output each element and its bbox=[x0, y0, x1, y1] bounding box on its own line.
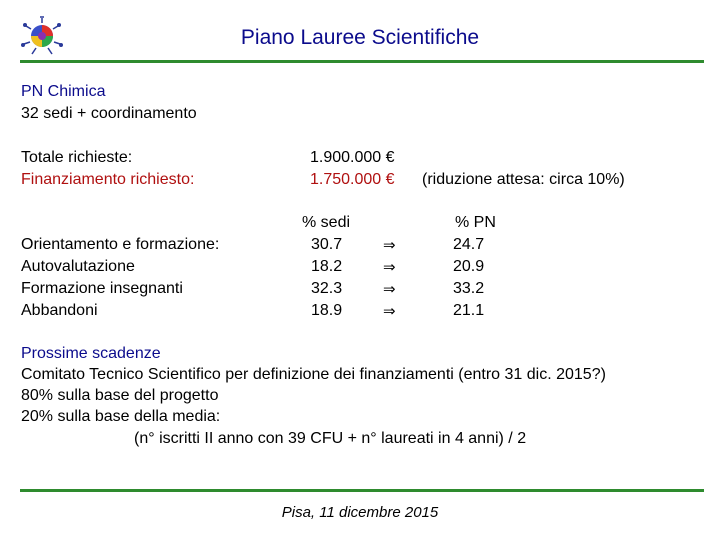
row-pn-value: 21.1 bbox=[453, 302, 485, 319]
row-sedi-value: 18.2 bbox=[311, 258, 343, 275]
reduction-note: (riduzione attesa: circa 10%) bbox=[422, 171, 625, 188]
row-label: Abbandoni bbox=[21, 302, 98, 319]
row-label: Formazione insegnanti bbox=[21, 280, 183, 297]
col-header-pn: % PN bbox=[455, 214, 496, 231]
deadline-line: 80% sulla base del progetto bbox=[21, 387, 219, 404]
section-subheading: 32 sedi + coordinamento bbox=[21, 105, 197, 122]
implies-arrow-icon: ⇒ bbox=[383, 280, 396, 298]
row-sedi-value: 32.3 bbox=[311, 280, 343, 297]
top-divider bbox=[20, 60, 704, 63]
col-header-sedi: % sedi bbox=[302, 214, 351, 231]
bottom-divider bbox=[20, 489, 704, 492]
deadline-formula: (n° iscritti II anno con 39 CFU + n° laureati in 4 anni) / 2 bbox=[134, 430, 527, 447]
footer-text: Pisa, 11 dicembre 2015 bbox=[281, 504, 439, 521]
requested-label: Finanziamento richiesto: bbox=[21, 171, 195, 188]
row-pn-value: 24.7 bbox=[453, 236, 485, 253]
implies-arrow-icon: ⇒ bbox=[383, 236, 396, 254]
row-label: Autovalutazione bbox=[21, 258, 135, 275]
deadline-line: Comitato Tecnico Scientifico per definizione dei finanziamenti (entro 31 dic. 2015?) bbox=[21, 366, 606, 383]
row-label: Orientamento e formazione: bbox=[21, 236, 220, 253]
row-pn-value: 33.2 bbox=[453, 280, 485, 297]
row-pn-value: 20.9 bbox=[453, 258, 485, 275]
section-heading: PN Chimica bbox=[21, 83, 106, 100]
deadline-line: 20% sulla base della media: bbox=[21, 408, 221, 425]
implies-arrow-icon: ⇒ bbox=[383, 302, 396, 320]
row-sedi-value: 18.9 bbox=[311, 302, 343, 319]
total-label: Totale richieste: bbox=[21, 149, 133, 166]
deadlines-heading: Prossime scadenze bbox=[21, 345, 161, 362]
total-value: 1.900.000 € bbox=[310, 149, 395, 166]
page-title: Piano Lauree Scientifiche bbox=[240, 26, 480, 49]
implies-arrow-icon: ⇒ bbox=[383, 258, 396, 276]
requested-value: 1.750.000 € bbox=[310, 171, 395, 188]
row-sedi-value: 30.7 bbox=[311, 236, 343, 253]
